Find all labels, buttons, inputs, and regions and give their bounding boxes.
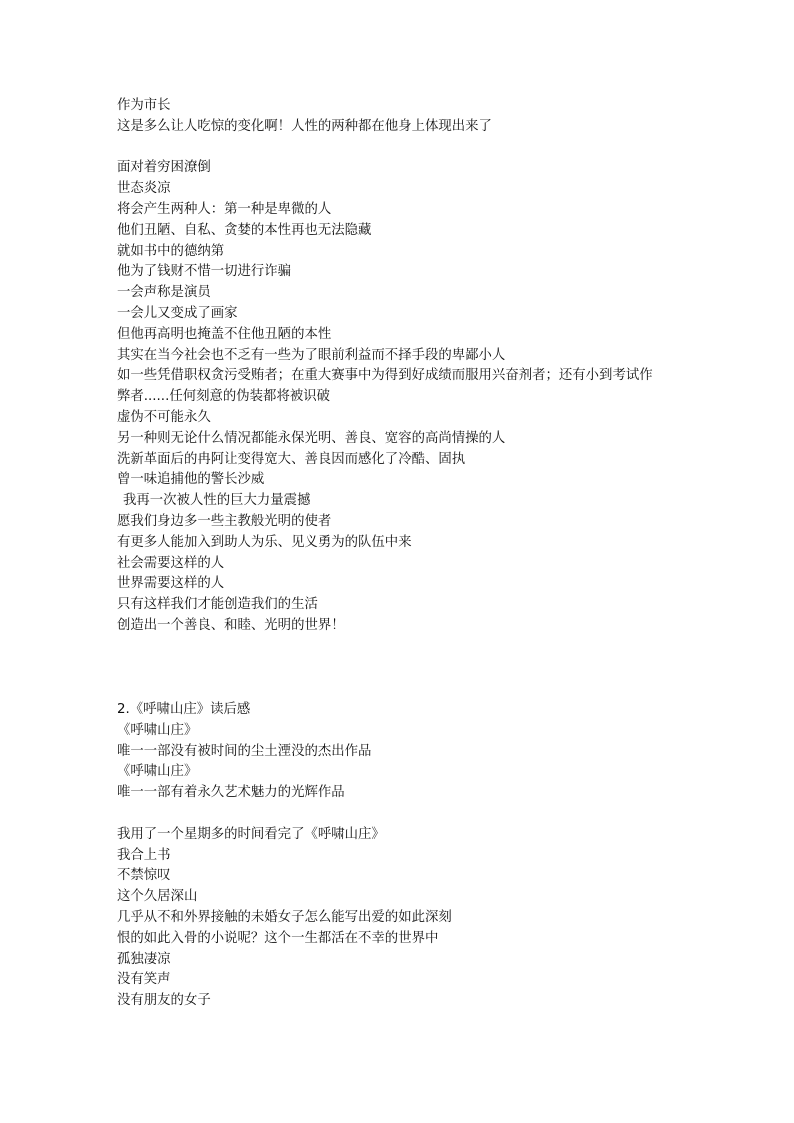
text-line: 没有笑声 <box>117 972 171 988</box>
essay-section-2 <box>117 700 717 1012</box>
text-line: 《呼啸山庄》 <box>117 722 198 738</box>
text-line: 我合上书 <box>117 847 171 863</box>
text-line: 一会儿又变成了画家 <box>117 305 238 321</box>
text-line: 就如书中的德纳第 <box>117 243 225 259</box>
text-line: 另一种则无论什么情况都能永保光明、善良、宽容的高尚情操的人 <box>117 430 506 446</box>
text-line: 一会声称是演员 <box>117 285 211 301</box>
text-line: 面对着穷困潦倒 <box>117 160 211 176</box>
text-line: 将会产生两种人：第一种是卑微的人 <box>117 201 332 217</box>
text-line: 曾一味追捕他的警长沙威 <box>117 472 265 488</box>
text-line: 这是多么让人吃惊的变化啊！人性的两种都在他身上体现出来了 <box>117 118 492 134</box>
text-line: 弊者......任何刻意的伪装都将被识破 <box>117 389 331 405</box>
text-line: 其实在当今社会也不乏有一些为了眼前利益而不择手段的卑鄙小人 <box>117 347 506 363</box>
text-line: 创造出一个善良、和睦、光明的世界！ <box>117 617 345 633</box>
text-line: 唯一一部没有被时间的尘土湮没的杰出作品 <box>117 743 372 759</box>
text-line: 愿我们身边多一些主教般光明的使者 <box>117 513 332 529</box>
text-line: 他们丑陋、自私、贪婪的本性再也无法隐藏 <box>117 222 372 238</box>
text-line: 没有朋友的女子 <box>117 993 211 1009</box>
text-line: 但他再高明也掩盖不住他丑陋的本性 <box>117 326 332 342</box>
text-line: 恨的如此入骨的小说呢？这个一生都活在不幸的世界中 <box>117 930 439 946</box>
text-line: 世界需要这样的人 <box>117 576 225 592</box>
text-line: 作为市长 <box>117 98 171 113</box>
text-line: 这个久居深山 <box>117 889 198 905</box>
text-line: 如一些凭借职权贪污受贿者；在重大赛事中为得到好成绩而服用兴奋剂者；还有小到考试作 <box>117 368 653 384</box>
text-line: 虚伪不可能永久 <box>117 409 211 425</box>
text-line: 唯一一部有着永久艺术魅力的光辉作品 <box>117 785 345 801</box>
text-line: 有更多人能加入到助人为乐、见义勇为的队伍中来 <box>117 534 412 550</box>
text-line: 几乎从不和外界接触的未婚女子怎么能写出爱的如此深刻 <box>117 909 452 925</box>
text-line: 《呼啸山庄》 <box>117 764 198 780</box>
text-line: 我再一次被人性的巨大力量震撼 <box>123 493 311 509</box>
text-line: 孤独凄凉 <box>117 951 171 967</box>
text-line: 洗新革面后的冉阿让变得宽大、善良因而感化了冷酷、固执 <box>117 451 466 467</box>
text-line: 不禁惊叹 <box>117 868 171 884</box>
text-line: 世态炎凉 <box>117 181 171 197</box>
blank-line <box>117 138 717 159</box>
text-line: 我用了一个星期多的时间看完了《呼啸山庄》 <box>117 826 385 842</box>
blank-line <box>117 804 717 825</box>
section-heading: 2.《呼啸山庄》读后感 <box>117 702 251 717</box>
text-line: 社会需要这样的人 <box>117 555 225 571</box>
text-line: 只有这样我们才能创造我们的生活 <box>117 597 318 613</box>
text-line: 他为了钱财不惜一切进行诈骗 <box>117 264 292 280</box>
essay-section-1 <box>117 96 717 637</box>
